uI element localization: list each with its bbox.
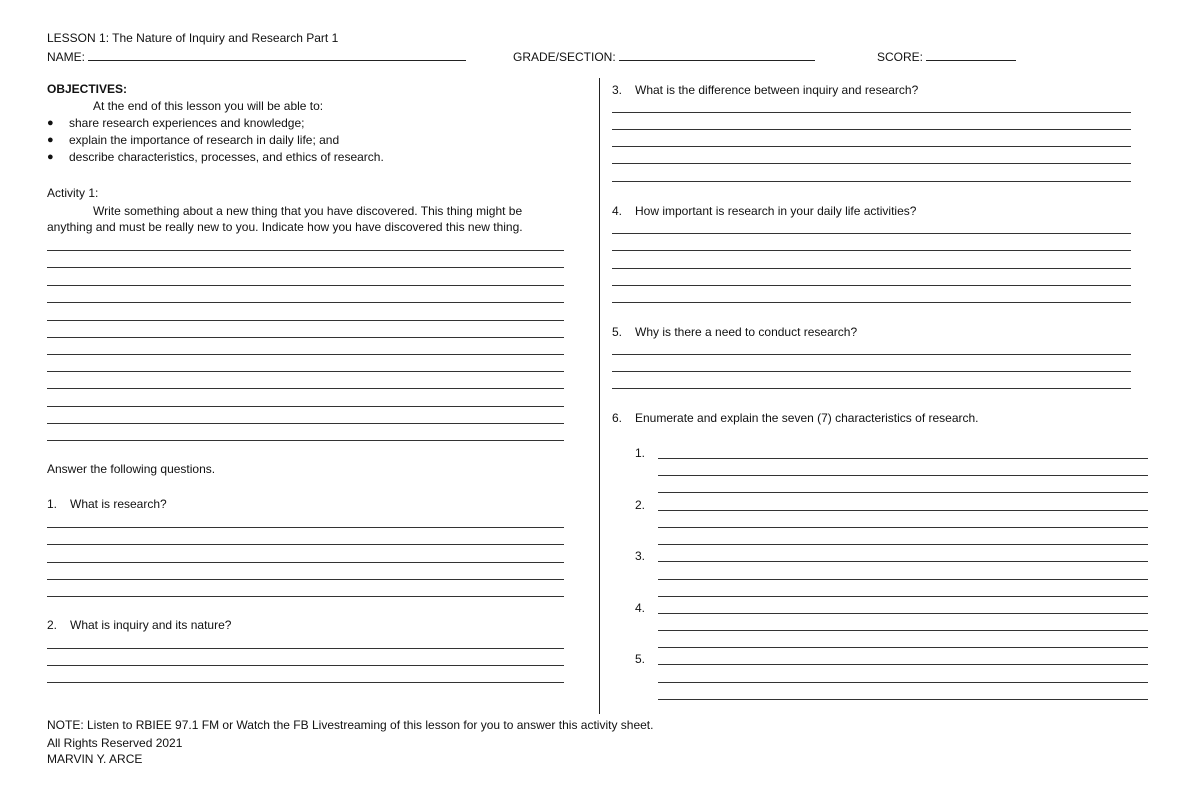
- answer-line[interactable]: [658, 527, 1148, 528]
- answer-line[interactable]: [658, 510, 1148, 511]
- answer-line[interactable]: [47, 682, 564, 683]
- answer-line[interactable]: [47, 406, 564, 407]
- question-2-text: What is inquiry and its nature?: [70, 618, 232, 632]
- objectives-heading: OBJECTIVES:: [47, 82, 128, 96]
- activity-heading: Activity 1:: [47, 186, 99, 200]
- answer-line[interactable]: [612, 112, 1131, 113]
- name-field[interactable]: [47, 49, 466, 64]
- score-blank[interactable]: [926, 49, 1016, 61]
- column-divider: [599, 78, 600, 714]
- score-label: SCORE:: [877, 50, 924, 64]
- answer-prompt: Answer the following questions.: [47, 462, 216, 476]
- answer-line[interactable]: [658, 647, 1148, 648]
- enumeration-number: 1.: [635, 446, 646, 460]
- answer-line[interactable]: [47, 579, 564, 580]
- objective-item: share research experiences and knowledge;: [69, 116, 305, 130]
- question-4-number: 4.: [612, 204, 623, 218]
- answer-line[interactable]: [612, 354, 1131, 355]
- answer-line[interactable]: [47, 562, 564, 563]
- answer-line[interactable]: [658, 664, 1148, 665]
- answer-line[interactable]: [612, 250, 1131, 251]
- question-1-number: 1.: [47, 497, 58, 511]
- answer-line[interactable]: [612, 371, 1131, 372]
- activity-instructions-line-2: anything and must be really new to you. Indicate how you have discovered this new thing.: [47, 220, 523, 234]
- answer-line[interactable]: [612, 233, 1131, 234]
- footer-author: MARVIN Y. ARCE: [47, 752, 143, 766]
- score-field[interactable]: [877, 49, 1016, 64]
- name-blank[interactable]: [88, 49, 466, 61]
- answer-line[interactable]: [658, 561, 1148, 562]
- answer-line[interactable]: [658, 682, 1148, 683]
- footer-note: NOTE: Listen to RBIEE 97.1 FM or Watch the FB Livestreaming of this lesson for you to answer this activity sheet.: [47, 718, 654, 732]
- question-2-number: 2.: [47, 618, 58, 632]
- question-4-text: How important is research in your daily life activities?: [635, 204, 917, 218]
- question-5-text: Why is there a need to conduct research?: [635, 325, 858, 339]
- answer-line[interactable]: [47, 596, 564, 597]
- enumeration-number: 5.: [635, 652, 646, 666]
- objective-item: explain the importance of research in daily life; and: [69, 133, 340, 147]
- answer-line[interactable]: [47, 371, 564, 372]
- answer-line[interactable]: [47, 440, 564, 441]
- enumeration-number: 4.: [635, 601, 646, 615]
- answer-line[interactable]: [47, 267, 564, 268]
- question-1-text: What is research?: [70, 497, 167, 511]
- activity-instructions-line-1: Write something about a new thing that you have discovered. This thing might be: [93, 204, 523, 218]
- grade-section-label: GRADE/SECTION:: [513, 50, 616, 64]
- question-6-number: 6.: [612, 411, 623, 425]
- answer-line[interactable]: [612, 302, 1131, 303]
- answer-line[interactable]: [658, 475, 1148, 476]
- answer-line[interactable]: [612, 146, 1131, 147]
- answer-line[interactable]: [47, 527, 564, 528]
- answer-line[interactable]: [658, 579, 1148, 580]
- answer-line[interactable]: [47, 388, 564, 389]
- answer-line[interactable]: [658, 630, 1148, 631]
- bullet-icon: ●: [47, 117, 54, 129]
- question-3-text: What is the difference between inquiry and research?: [635, 83, 919, 97]
- footer-rights: All Rights Reserved 2021: [47, 736, 183, 750]
- bullet-icon: ●: [47, 134, 54, 146]
- bullet-icon: ●: [47, 151, 54, 163]
- name-label: NAME:: [47, 50, 86, 64]
- answer-line[interactable]: [658, 492, 1148, 493]
- answer-line[interactable]: [47, 285, 564, 286]
- answer-line[interactable]: [612, 181, 1131, 182]
- answer-line[interactable]: [47, 354, 564, 355]
- question-3-number: 3.: [612, 83, 623, 97]
- grade-section-field[interactable]: [513, 49, 815, 64]
- enumeration-number: 2.: [635, 498, 646, 512]
- answer-line[interactable]: [612, 268, 1131, 269]
- answer-line[interactable]: [47, 320, 564, 321]
- answer-line[interactable]: [47, 302, 564, 303]
- lesson-title: LESSON 1: The Nature of Inquiry and Research Part 1: [47, 31, 339, 45]
- answer-line[interactable]: [658, 544, 1148, 545]
- answer-line[interactable]: [47, 648, 564, 649]
- question-5-number: 5.: [612, 325, 623, 339]
- objectives-intro: At the end of this lesson you will be able to:: [93, 99, 324, 113]
- answer-line[interactable]: [612, 163, 1131, 164]
- answer-line[interactable]: [47, 250, 564, 251]
- enumeration-number: 3.: [635, 549, 646, 563]
- objective-item: describe characteristics, processes, and ethics of research.: [69, 150, 384, 164]
- answer-line[interactable]: [658, 699, 1148, 700]
- answer-line[interactable]: [47, 665, 564, 666]
- question-6-text: Enumerate and explain the seven (7) characteristics of research.: [635, 411, 979, 425]
- answer-line[interactable]: [612, 285, 1131, 286]
- answer-line[interactable]: [612, 388, 1131, 389]
- answer-line[interactable]: [612, 129, 1131, 130]
- answer-line[interactable]: [47, 544, 564, 545]
- grade-section-blank[interactable]: [619, 49, 815, 61]
- answer-line[interactable]: [47, 423, 564, 424]
- answer-line[interactable]: [658, 596, 1148, 597]
- answer-line[interactable]: [47, 337, 564, 338]
- answer-line[interactable]: [658, 458, 1148, 459]
- answer-line[interactable]: [658, 613, 1148, 614]
